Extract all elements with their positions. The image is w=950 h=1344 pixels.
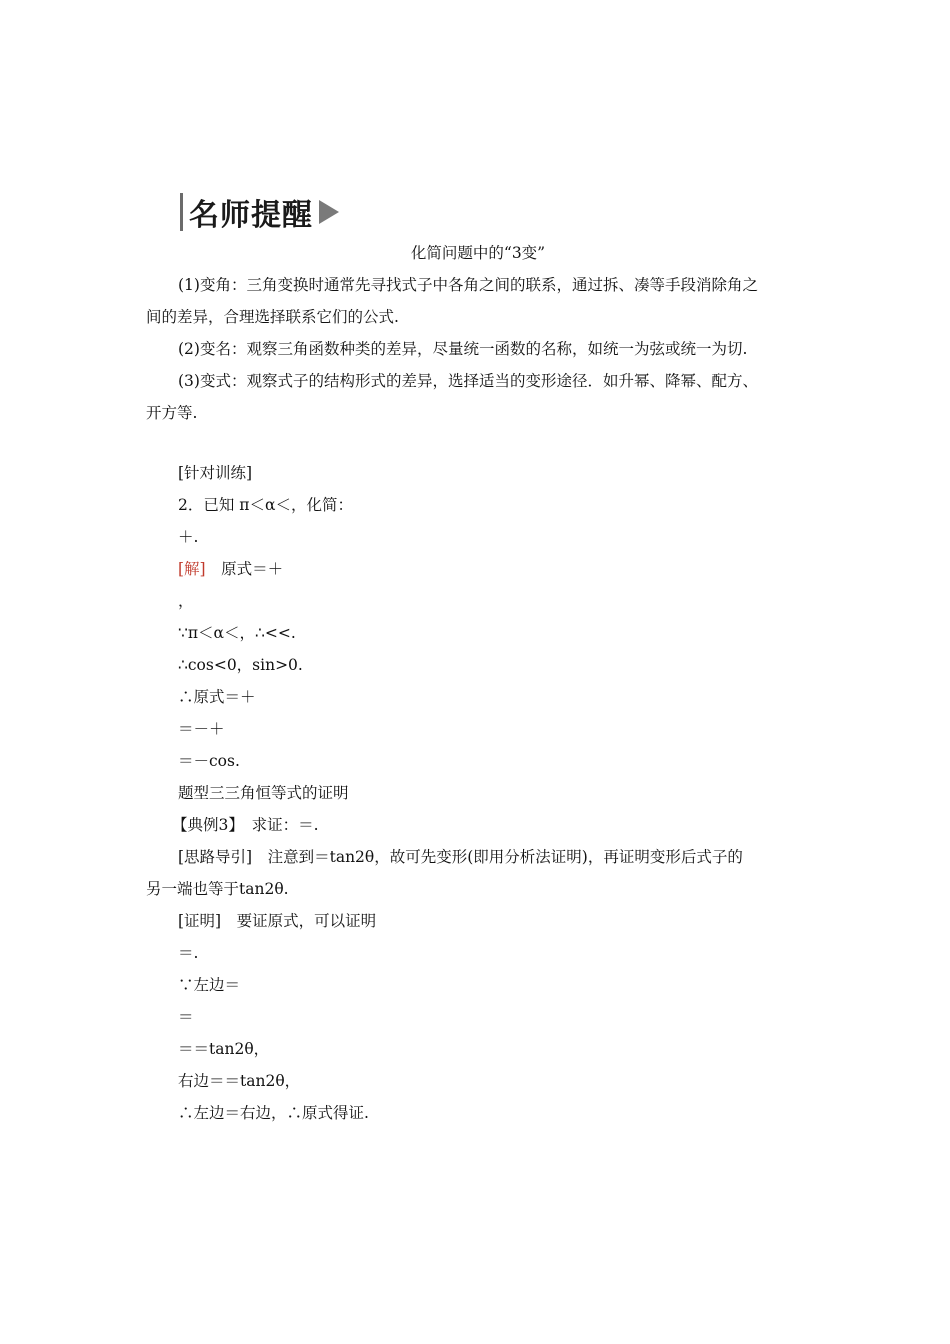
tip-line: 间的差异，合理选择联系它们的公式. xyxy=(146,308,399,326)
arrow-right-icon xyxy=(319,200,339,224)
tip-line: (2)变名：观察三角函数种类的差异，尽量统一函数的名称，如统一为弦或统一为切. xyxy=(178,340,748,358)
solution-text: 原式＝＋ xyxy=(205,560,284,578)
proof-step: ＝ xyxy=(178,1008,194,1026)
proof-step: ＝＝tan2θ， xyxy=(178,1040,270,1058)
tip-line: (3)变式：观察式子的结构形式的差异，选择适当的变形途径．如升幂、降幂、配方、 xyxy=(178,372,758,390)
hint-line: [思路导引] 注意到＝tan2θ，故可先变形(即用分析法证明)，再证明变形后式子的 xyxy=(178,848,743,866)
solution-step: ∴原式＝＋ xyxy=(178,688,256,706)
proof-label: [证明] 要证原式，可以证明 xyxy=(178,912,377,930)
type3-heading: 题型三三角恒等式的证明 xyxy=(178,784,349,802)
tip-line: (1)变角：三角变换时通常先寻找式子中各角之间的联系，通过拆、凑等手段消除角之 xyxy=(178,276,758,294)
solution-label: [解] xyxy=(178,560,206,578)
solution-step: ∵π＜α＜，∴<<. xyxy=(178,624,296,642)
tip-line: 开方等. xyxy=(146,404,198,422)
example-3: 【典例3】 求证：＝. xyxy=(172,816,319,834)
banner-title: 名师提醒 xyxy=(189,198,313,233)
proof-step: ＝. xyxy=(178,944,199,962)
proof-step: 右边＝＝tan2θ， xyxy=(178,1072,301,1090)
proof-step: ∴左边＝右边，∴原式得证. xyxy=(178,1104,369,1122)
solution-step: ， xyxy=(178,592,194,610)
solution-line xyxy=(178,559,842,579)
solution-step: ＝－cos. xyxy=(178,752,240,770)
solution-step: ＝－＋ xyxy=(178,720,225,738)
tip-heading: 化简问题中的“3变” xyxy=(410,244,546,262)
practice-problem: 2．已知 π＜α＜，化简： xyxy=(178,496,353,514)
section-banner xyxy=(180,192,339,232)
solution-step: ∴cos<0，sin>0. xyxy=(178,656,303,674)
practice-problem-cont: ＋. xyxy=(178,528,199,546)
banner-bar xyxy=(180,193,183,231)
proof-step: ∵左边＝ xyxy=(178,976,241,994)
hint-line: 另一端也等于tan2θ. xyxy=(146,880,289,898)
practice-label: [针对训练] xyxy=(178,464,253,482)
